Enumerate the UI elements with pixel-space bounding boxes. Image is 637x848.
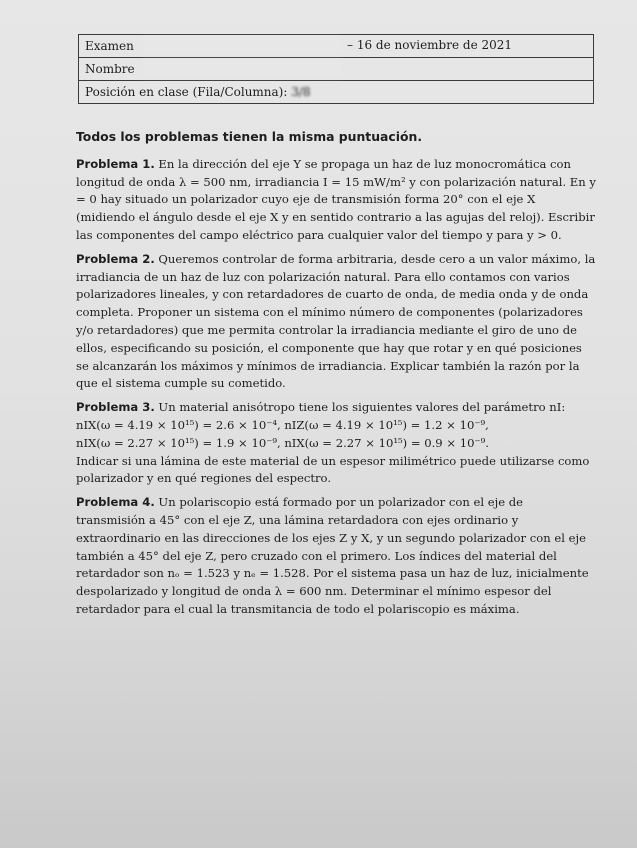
problem-2 xyxy=(76,251,596,393)
problem-2-text: Queremos controlar de forma arbitraria, desde cero a un valor máximo, la irradiancia de un haz de luz con polarización natural. Para ello contamos con varios polarizadores lineales, y con retardadores de cuarto de onda, de media onda y de onda completa. Proponer un sistema con el mínimo número de componentes (polarizadores y/o retardadores) que me permita controlar la irradiancia mediante el giro de uno de ellos, especificando su posición, el componente que hay que rotar y en qué posiciones se alcanzarán los máximos y mínimos de irradiancia. Explicar también la razón por la que el sistema cumple su cometido. xyxy=(76,251,596,391)
problem-3 xyxy=(76,399,596,488)
problem-3-text: Un material anisótropo tiene los siguientes valores del parámetro nI: xyxy=(158,400,566,415)
problem-3-title: Problema 3. xyxy=(76,400,155,415)
exam-header-table xyxy=(78,34,594,104)
problem-4-text: Un polariscopio está formado por un polarizador con el eje de transmisión a 45° con el eje Z, una lámina retardadora con ejes ordinario y extraordinario en las direcciones de los ejes Z y X, y un segundo polarizador con el eje también a 45° del eje Z, pero cruzado con el primero. Los índices del material del retardador son nₒ = 1.523 y nₑ = 1.528. Por el sistema pasa un haz de luz, inicialmente despolarizado y longitud de onda λ = 600 nm. Determinar el mínimo espesor del retardador para el cual la transmitancia de todo el polariscopio es máxima. xyxy=(76,495,589,616)
problem-3-formula-2: nIX(ω = 2.27 × 10¹⁵) = 1.9 × 10⁻⁹, nIX(ω = 2.27 × 10¹⁵) = 0.9 × 10⁻⁹. xyxy=(76,435,489,450)
problem-2-title: Problema 2. xyxy=(76,251,155,266)
exam-content xyxy=(76,128,596,625)
exam-row xyxy=(79,35,594,58)
intro-text: Todos los problemas tienen la misma puntuación. xyxy=(76,129,423,144)
problem-3-formula-1: nIX(ω = 4.19 × 10¹⁵) = 2.6 × 10⁻⁴, nIZ(ω = 4.19 × 10¹⁵) = 1.2 × 10⁻⁹, xyxy=(76,417,489,432)
problem-1-title: Problema 1. xyxy=(76,156,155,171)
name-row xyxy=(79,58,594,81)
name-label: Nombre xyxy=(85,61,135,76)
problem-4 xyxy=(76,494,596,619)
problem-1 xyxy=(76,156,596,245)
redacted-name xyxy=(142,61,342,77)
redacted-exam-name xyxy=(142,38,342,54)
exam-label: Examen xyxy=(85,38,134,53)
position-label: Posición en clase (Fila/Columna): xyxy=(85,85,288,99)
position-value: 3/8 xyxy=(291,85,311,99)
problem-3-text-2: Indicar si una lámina de este material de un espesor milimétrico puede utilizarse como polarizador y en qué regiones del espectro. xyxy=(76,453,590,486)
position-row xyxy=(79,81,594,104)
exam-date: – 16 de noviembre de 2021 xyxy=(347,38,513,52)
problem-4-title: Problema 4. xyxy=(76,495,155,510)
problem-1-text: En la dirección del eje Y se propaga un haz de luz monocromática con longitud de onda λ = 500 nm, irradiancia I = 15 mW/m² y con polarización natural. En y = 0 hay situado un polarizador cuyo eje de transmisión forma 20° con el eje X (midiendo el ángulo desde el eje X y en sentido contrario a las agujas del reloj). Escribir las componentes del campo eléctrico para cualquier valor del tiempo y para y > 0. xyxy=(76,156,596,242)
